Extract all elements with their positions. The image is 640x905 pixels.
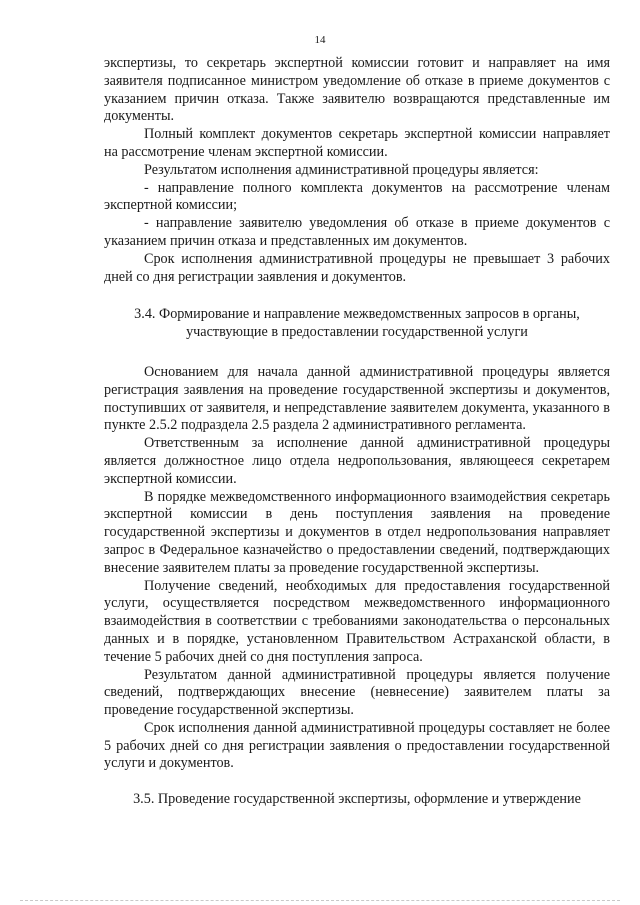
paragraph: Срок исполнения данной административной процедуры составляет не более 5 рабочих дней со дня регистрации заявления о предоставлении государственной услуги и документов. <box>104 719 610 772</box>
paragraph: Основанием для начала данной административной процедуры является регистрация заявления на проведение государственной экспертизы и документов, поступивших от заявителя, и непредставление заявителем документа, указанного в пункте 2.5.2 подраздела 2.5 раздела 2 административного регламента. <box>104 363 610 434</box>
paragraph: Ответственным за исполнение данной административной процедуры является должностное лицо отдела недропользования, являющееся секретарем экспертной комиссии. <box>104 435 610 487</box>
paragraph: Срок исполнения административной процедуры не превышает 3 рабочих дней со дня регистрации заявления и документов. <box>104 250 610 285</box>
paragraph-continuation: экспертизы, то секретарь экспертной комиссии готовит и направляет на имя заявителя подписанное министром уведомление об отказе в приеме документов с указанием причин отказа. Также заявителю возвращаются представленные им документы. <box>104 55 610 125</box>
paragraph: Результатом данной административной процедуры является получение сведений, подтверждающих внесение (невнесение) заявителем платы за проведение государственной экспертизы. <box>104 666 610 719</box>
document-body <box>104 55 610 831</box>
paragraph: В порядке межведомственного информационного взаимодействия секретарь экспертной комиссии в день поступления заявления на проведение государственной экспертизы и документов в отдел недропользования направляет запрос в Федеральное казначейство о предоставлении сведений, подтверждающих внесение заявителем платы за проведение государственной экспертизы. <box>104 488 610 576</box>
paragraph: Получение сведений, необходимых для предоставления государственной услуги, осуществляется посредством межведомственного информационного взаимодействия в соответствии с требованиями законодательства о персональных данных и в порядке, установленном Правительством Астраханской области, в течение 5 рабочих дней со дня поступления запроса. <box>104 577 610 665</box>
paragraph: Полный комплект документов секретарь экспертной комиссии направляет на рассмотрение членам экспертной комиссии. <box>104 126 610 160</box>
list-item: - направление полного комплекта документов на рассмотрение членам экспертной комиссии; <box>104 179 610 214</box>
section-heading-3-5: 3.5. Проведение государственной экспертизы, оформление и утверждение <box>133 791 581 808</box>
page-bottom-edge <box>20 900 620 901</box>
paragraph: Результатом исполнения административной процедуры является: <box>144 161 539 178</box>
list-item: - направление заявителю уведомления об отказе в приеме документов с указанием причин отказа и представленных им документов. <box>104 215 610 249</box>
section-heading-3-4: 3.4. Формирование и направление межведомственных запросов в органы, участвующие в предоставлении государственной услуги <box>134 306 580 341</box>
page-number: 14 <box>314 34 326 46</box>
